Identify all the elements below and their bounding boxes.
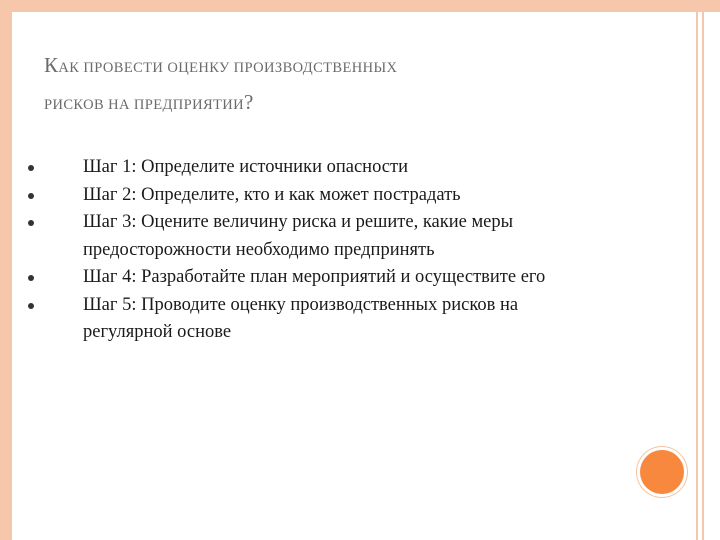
bullet-dot-icon	[28, 220, 34, 226]
bullet-item	[28, 182, 588, 210]
bullet-item	[28, 292, 588, 347]
decorative-circle	[640, 450, 684, 494]
bullet-item	[28, 154, 588, 182]
slide-title-line-1-text: АК ПРОВЕСТИ ОЦЕНКУ ПРОИЗВОДСТВЕННЫХ	[58, 60, 398, 76]
bullet-text: Шаг 4: Разработайте план мероприятий и осуществите его	[83, 267, 546, 287]
slide-frame-right-line-outer	[702, 0, 704, 540]
bullet-text: Шаг 2: Определите, кто и как может пострадать	[83, 184, 461, 205]
slide-title-question-mark: ?	[244, 90, 254, 114]
slide-title-line-1	[44, 48, 644, 85]
bullet-dot-icon	[28, 303, 34, 309]
bullet-text: Шаг 1: Определите источники опасности	[83, 157, 408, 177]
slide-title-line-2-text: РИСКОВ НА ПРЕДПРИЯТИИ	[44, 97, 245, 113]
bullet-text: Шаг 5: Проводите оценку производственных рисков на регулярной основе	[83, 294, 519, 342]
slide-title-initial: К	[44, 53, 59, 77]
slide-frame-left	[0, 0, 12, 540]
bullet-item	[28, 264, 588, 292]
slide-frame-top	[0, 0, 720, 12]
slide-frame-right-line	[696, 0, 698, 540]
bullet-dot-icon	[28, 165, 34, 171]
bullet-dot-icon	[28, 275, 34, 281]
bullet-list	[28, 154, 588, 347]
bullet-dot-icon	[28, 193, 34, 199]
bullet-item	[28, 209, 588, 264]
slide-title	[44, 48, 644, 122]
bullet-text: Шаг 3: Оцените величину риска и решите, какие меры предосторожности необходимо предпринять	[83, 212, 514, 260]
slide-title-line-2	[44, 85, 644, 122]
